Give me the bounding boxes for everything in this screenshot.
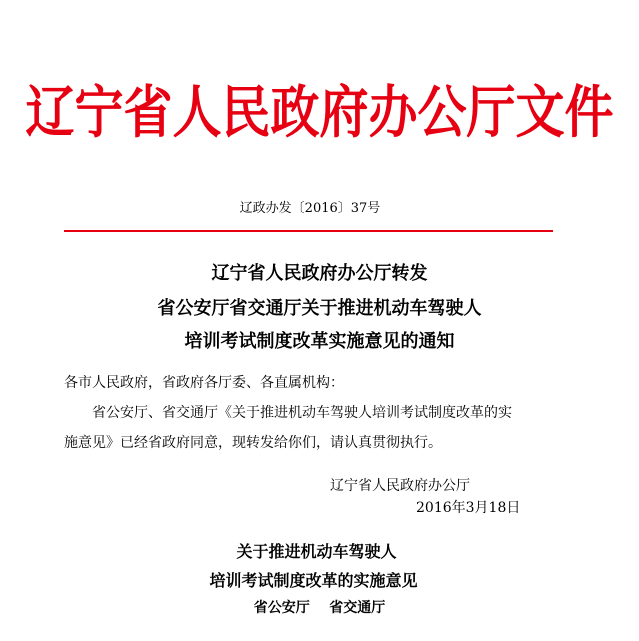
red-divider-line xyxy=(64,230,553,232)
addressee: 各市人民政府，省政府各厅委、各直属机构： xyxy=(64,375,344,391)
body-text-line-1: 省公安厅、省交通厅《关于推进机动车驾驶人培训考试制度改革的实 xyxy=(92,405,512,421)
attachment-title-line-2: 培训考试制度改革的实施意见 xyxy=(209,571,418,590)
body-text-line-2: 施意见》已经省政府同意，现转发给你们，请认真贯彻执行。 xyxy=(64,435,442,451)
document-number: 辽政办发〔2016〕37号 xyxy=(239,201,381,216)
notice-title-line-3: 培训考试制度改革实施意见的通知 xyxy=(184,331,455,352)
attachment-title-line-1: 关于推进机动车驾驶人 xyxy=(236,542,397,561)
notice-title-line-1: 辽宁省人民政府办公厅转发 xyxy=(211,263,428,284)
attachment-authors: 省公安厅 省交通厅 xyxy=(253,600,386,616)
notice-title-line-2: 省公安厅省交通厅关于推进机动车驾驶人 xyxy=(157,298,482,319)
document-masthead: 辽宁省人民政府办公厅文件 xyxy=(25,78,614,146)
signature-date: 2016年3月18日 xyxy=(416,500,521,516)
signature-organization: 辽宁省人民政府办公厅 xyxy=(330,478,470,494)
